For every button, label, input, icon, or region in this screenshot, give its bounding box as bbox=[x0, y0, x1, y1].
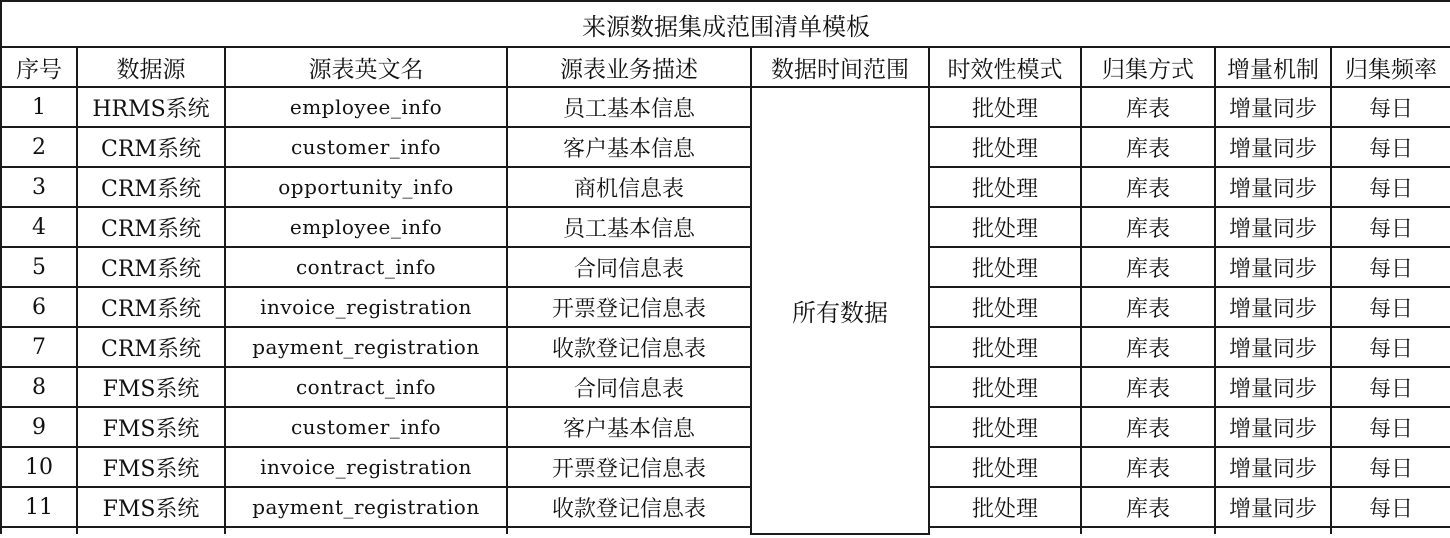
table-row bbox=[1, 207, 1450, 247]
cell-no: 9 bbox=[1, 407, 77, 447]
cell-timeliness: 批处理 bbox=[929, 447, 1081, 487]
cell-no: 1 bbox=[1, 87, 77, 127]
cell-increment: 增量同步 bbox=[1215, 247, 1331, 287]
cell-no: 6 bbox=[1, 287, 77, 327]
table-row bbox=[1, 487, 1450, 527]
cell-table-name: payment_registration bbox=[225, 327, 507, 367]
cell-increment: 增量同步 bbox=[1215, 287, 1331, 327]
cell-increment: 增量同步 bbox=[1215, 207, 1331, 247]
cell-table-name: payment_registration bbox=[225, 487, 507, 527]
cutoff-cell bbox=[1331, 527, 1450, 534]
cell-frequency: 每日 bbox=[1331, 287, 1450, 327]
cell-timeliness: 批处理 bbox=[929, 327, 1081, 367]
cell-source: FMS系统 bbox=[77, 367, 225, 407]
cutoff-cell bbox=[1, 527, 77, 534]
column-header-frequency: 归集频率 bbox=[1331, 47, 1450, 87]
cell-frequency: 每日 bbox=[1331, 127, 1450, 167]
cell-method: 库表 bbox=[1081, 407, 1215, 447]
cell-no: 3 bbox=[1, 167, 77, 207]
table-title: 来源数据集成范围清单模板 bbox=[1, 1, 1450, 47]
column-header-timeliness: 时效性模式 bbox=[929, 47, 1081, 87]
cell-method: 库表 bbox=[1081, 247, 1215, 287]
cell-description: 商机信息表 bbox=[507, 167, 751, 207]
cell-table-name: customer_info bbox=[225, 407, 507, 447]
cell-method: 库表 bbox=[1081, 287, 1215, 327]
table-row bbox=[1, 407, 1450, 447]
cell-description: 开票登记信息表 bbox=[507, 287, 751, 327]
cutoff-cell bbox=[507, 527, 751, 534]
cell-method: 库表 bbox=[1081, 207, 1215, 247]
cell-source: FMS系统 bbox=[77, 447, 225, 487]
cell-table-name: invoice_registration bbox=[225, 447, 507, 487]
table-row bbox=[1, 447, 1450, 487]
cell-increment: 增量同步 bbox=[1215, 327, 1331, 367]
cell-no: 4 bbox=[1, 207, 77, 247]
cell-table-name: invoice_registration bbox=[225, 287, 507, 327]
cell-description: 客户基本信息 bbox=[507, 407, 751, 447]
cell-method: 库表 bbox=[1081, 447, 1215, 487]
header-row bbox=[1, 47, 1450, 87]
cell-description: 合同信息表 bbox=[507, 247, 751, 287]
cell-increment: 增量同步 bbox=[1215, 87, 1331, 127]
cell-frequency: 每日 bbox=[1331, 367, 1450, 407]
cell-increment: 增量同步 bbox=[1215, 127, 1331, 167]
cell-no: 5 bbox=[1, 247, 77, 287]
column-header-description: 源表业务描述 bbox=[507, 47, 751, 87]
cell-frequency: 每日 bbox=[1331, 447, 1450, 487]
cell-no: 10 bbox=[1, 447, 77, 487]
cell-source: CRM系统 bbox=[77, 167, 225, 207]
column-header-table-name: 源表英文名 bbox=[225, 47, 507, 87]
cell-no: 2 bbox=[1, 127, 77, 167]
cell-timeliness: 批处理 bbox=[929, 87, 1081, 127]
cell-frequency: 每日 bbox=[1331, 87, 1450, 127]
cell-timeliness: 批处理 bbox=[929, 127, 1081, 167]
cell-timeliness: 批处理 bbox=[929, 407, 1081, 447]
table-row bbox=[1, 167, 1450, 207]
cutoff-cell bbox=[225, 527, 507, 534]
column-header-increment: 增量机制 bbox=[1215, 47, 1331, 87]
cell-description: 员工基本信息 bbox=[507, 207, 751, 247]
cell-source: CRM系统 bbox=[77, 127, 225, 167]
cell-no: 7 bbox=[1, 327, 77, 367]
table-row bbox=[1, 327, 1450, 367]
cell-method: 库表 bbox=[1081, 487, 1215, 527]
cell-frequency: 每日 bbox=[1331, 487, 1450, 527]
cell-increment: 增量同步 bbox=[1215, 407, 1331, 447]
table-row bbox=[1, 87, 1450, 127]
cell-timeliness: 批处理 bbox=[929, 287, 1081, 327]
cell-source: HRMS系统 bbox=[77, 87, 225, 127]
table-row bbox=[1, 367, 1450, 407]
cell-description: 客户基本信息 bbox=[507, 127, 751, 167]
cell-method: 库表 bbox=[1081, 167, 1215, 207]
cell-description: 员工基本信息 bbox=[507, 87, 751, 127]
column-header-source: 数据源 bbox=[77, 47, 225, 87]
cell-description: 收款登记信息表 bbox=[507, 487, 751, 527]
cell-source: FMS系统 bbox=[77, 407, 225, 447]
cell-timeliness: 批处理 bbox=[929, 167, 1081, 207]
table-row bbox=[1, 287, 1450, 327]
cell-table-name: contract_info bbox=[225, 367, 507, 407]
cell-source: FMS系统 bbox=[77, 487, 225, 527]
cell-timeliness: 批处理 bbox=[929, 367, 1081, 407]
cutoff-cell bbox=[1081, 527, 1215, 534]
column-header-time-range: 数据时间范围 bbox=[751, 47, 929, 87]
cell-description: 开票登记信息表 bbox=[507, 447, 751, 487]
cell-source: CRM系统 bbox=[77, 247, 225, 287]
cell-table-name: contract_info bbox=[225, 247, 507, 287]
table-row bbox=[1, 127, 1450, 167]
table-row bbox=[1, 247, 1450, 287]
cell-source: CRM系统 bbox=[77, 327, 225, 367]
cell-increment: 增量同步 bbox=[1215, 367, 1331, 407]
cell-table-name: employee_info bbox=[225, 87, 507, 127]
cell-method: 库表 bbox=[1081, 327, 1215, 367]
cell-timeliness: 批处理 bbox=[929, 207, 1081, 247]
cutoff-cell bbox=[77, 527, 225, 534]
cell-method: 库表 bbox=[1081, 127, 1215, 167]
cell-timeliness: 批处理 bbox=[929, 487, 1081, 527]
cell-no: 8 bbox=[1, 367, 77, 407]
cutoff-cell bbox=[1215, 527, 1331, 534]
cell-frequency: 每日 bbox=[1331, 327, 1450, 367]
cell-method: 库表 bbox=[1081, 367, 1215, 407]
cell-no: 11 bbox=[1, 487, 77, 527]
table-row-cutoff bbox=[1, 527, 1450, 534]
cell-increment: 增量同步 bbox=[1215, 167, 1331, 207]
cell-description: 收款登记信息表 bbox=[507, 327, 751, 367]
cell-time-range-merged: 所有数据 bbox=[751, 87, 929, 534]
cell-increment: 增量同步 bbox=[1215, 487, 1331, 527]
cell-source: CRM系统 bbox=[77, 207, 225, 247]
cell-table-name: employee_info bbox=[225, 207, 507, 247]
cell-description: 合同信息表 bbox=[507, 367, 751, 407]
cell-frequency: 每日 bbox=[1331, 207, 1450, 247]
cell-source: CRM系统 bbox=[77, 287, 225, 327]
cell-frequency: 每日 bbox=[1331, 167, 1450, 207]
column-header-no: 序号 bbox=[1, 47, 77, 87]
cell-table-name: customer_info bbox=[225, 127, 507, 167]
column-header-method: 归集方式 bbox=[1081, 47, 1215, 87]
cell-frequency: 每日 bbox=[1331, 247, 1450, 287]
cell-method: 库表 bbox=[1081, 87, 1215, 127]
cell-table-name: opportunity_info bbox=[225, 167, 507, 207]
cell-frequency: 每日 bbox=[1331, 407, 1450, 447]
cutoff-cell bbox=[929, 527, 1081, 534]
cell-increment: 增量同步 bbox=[1215, 447, 1331, 487]
cell-timeliness: 批处理 bbox=[929, 247, 1081, 287]
